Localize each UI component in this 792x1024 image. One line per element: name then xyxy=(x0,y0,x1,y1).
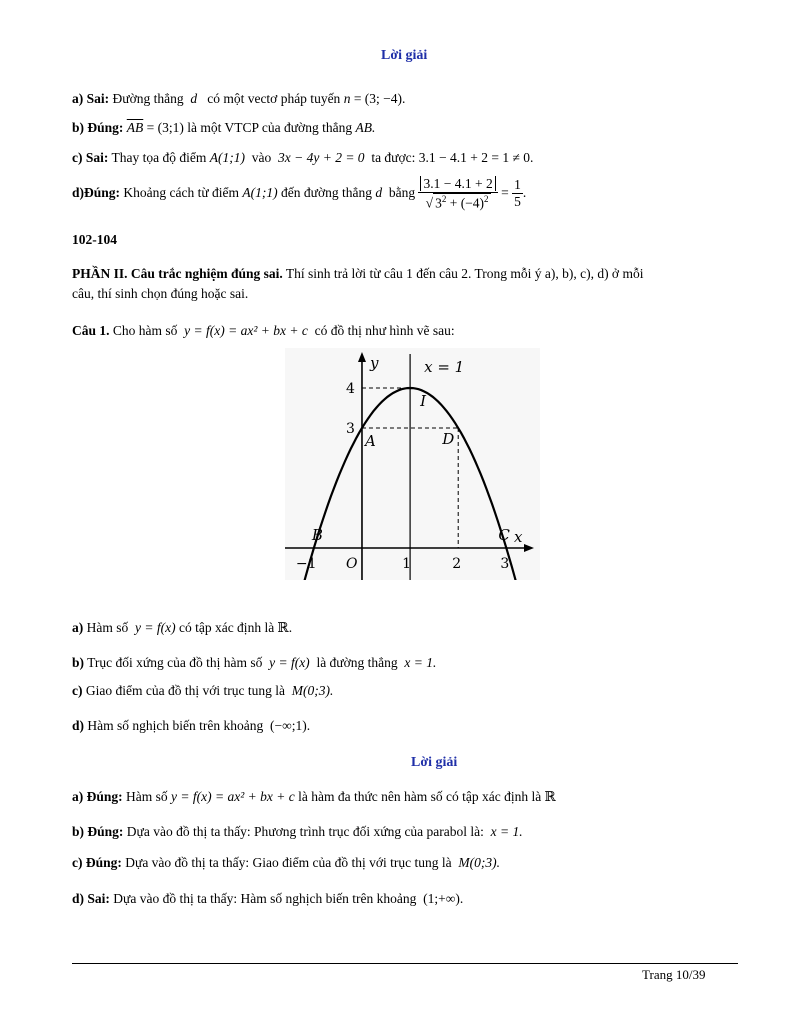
text: là đường thẳng xyxy=(316,655,398,670)
label: c) Sai: xyxy=(72,150,109,165)
var: d xyxy=(375,184,383,200)
vector-n: n xyxy=(343,91,351,106)
question-1-a xyxy=(72,620,292,636)
numerator: 3.1 − 4.1 + 2 xyxy=(420,176,495,191)
denominator-rest: + (−4) xyxy=(446,195,485,211)
denominator-base: 3 xyxy=(435,195,442,211)
equals: = xyxy=(501,184,509,200)
calculation: 3.1 − 4.1 + 2 = 1 ≠ 0. xyxy=(418,150,534,165)
function: y = f(x) xyxy=(269,655,310,670)
label: c) Đúng: xyxy=(72,855,122,870)
result-numerator: 1 xyxy=(514,177,521,193)
question-1-c xyxy=(72,683,333,699)
result-denominator: 5 xyxy=(514,194,521,210)
label: d)Đúng: xyxy=(72,184,121,200)
y-axis-label: y xyxy=(369,354,379,372)
point: A(1;1) xyxy=(209,150,245,165)
x-tick-4: 3 xyxy=(500,556,510,572)
parabola-graph xyxy=(285,348,540,580)
point: M(0;3). xyxy=(458,855,500,870)
distance-fraction: $\frac{3.1 - 4.1 + 2}{√ 3^2 + (-4)^2}$ xyxy=(418,176,497,212)
answer-a xyxy=(72,789,556,805)
label: b) Đúng: xyxy=(72,120,124,135)
text: đến đường thẳng xyxy=(281,184,372,200)
x-tick-3: 2 xyxy=(452,556,462,572)
solution-c xyxy=(72,150,533,166)
range-label: 102-104 xyxy=(72,232,117,247)
equation: = (3; −4). xyxy=(350,91,406,106)
part2-instructions xyxy=(72,266,643,282)
interval: (1;+∞). xyxy=(423,891,464,906)
point-i: I xyxy=(420,392,427,410)
label: d) xyxy=(72,718,85,733)
point: M(0;3). xyxy=(291,683,334,698)
solution-d xyxy=(72,176,526,212)
function: y = f(x) = ax² + bx + c xyxy=(171,789,295,804)
text: bằng xyxy=(388,184,416,200)
x-tick-0: −1 xyxy=(295,556,317,572)
label: a) Sai: xyxy=(72,91,110,106)
label: a) Đúng: xyxy=(72,789,123,804)
answer-c xyxy=(72,855,500,871)
page-number: Trang 10/39 xyxy=(642,967,706,982)
graph-background xyxy=(285,348,540,580)
part2-title: PHẦN II. Câu trắc nghiệm đúng sai. xyxy=(72,266,283,281)
equation: 3x − 4y + 2 = 0 xyxy=(277,150,365,165)
text: Hàm số xyxy=(86,620,129,635)
result-fraction xyxy=(512,177,523,210)
label: c) xyxy=(72,683,83,698)
text: là một VTCP của đường thẳng xyxy=(183,120,356,135)
text: Hàm số xyxy=(126,789,168,804)
text: Trục đối xứng của đồ thị hàm số xyxy=(87,655,263,670)
text: có đồ thị như hình vẽ sau: xyxy=(314,323,455,338)
x-tick-2: 1 xyxy=(402,556,412,572)
x-tick-1: O xyxy=(345,556,358,572)
text: Dựa vào đồ thị ta thấy: Giao điểm của đồ thị với trục tung là xyxy=(125,855,452,870)
var: d xyxy=(190,91,198,106)
point-b: B xyxy=(311,526,323,544)
text: Thay tọa độ điểm xyxy=(111,150,207,165)
text: có một vectơ pháp tuyến xyxy=(207,91,341,106)
text: Dựa vào đồ thị ta thấy: Hàm số nghịch biến trên khoảng xyxy=(113,891,417,906)
question-1-b xyxy=(72,655,436,671)
label: d) Sai: xyxy=(72,891,110,906)
text: Cho hàm số xyxy=(112,323,178,338)
function: y = f(x) = ax² + bx + c xyxy=(184,323,308,338)
solution-heading: Lời giải xyxy=(381,48,428,63)
equation: = (3;1) xyxy=(143,120,184,135)
text: vào xyxy=(251,150,272,165)
point-d: D xyxy=(442,430,455,448)
text: có tập xác định là ℝ. xyxy=(178,620,293,635)
symmetry-label: x = 1 xyxy=(424,358,465,376)
label: a) xyxy=(72,620,84,635)
solution-b xyxy=(72,120,375,136)
point-c: C xyxy=(498,526,510,544)
point: A(1;1) xyxy=(242,184,278,200)
answer-b xyxy=(72,824,523,840)
point-a: A xyxy=(364,432,376,450)
period: . xyxy=(522,184,527,200)
text: ta được: xyxy=(371,150,416,165)
solution-heading-2: Lời giải xyxy=(411,755,458,770)
var: AB. xyxy=(355,120,376,135)
solution-a xyxy=(72,91,405,107)
question-1 xyxy=(72,323,455,339)
text: Hàm số nghịch biến trên khoảng xyxy=(87,718,264,733)
label: b) xyxy=(72,655,85,670)
x-axis-label: x xyxy=(514,528,523,546)
y-tick-3: 3 xyxy=(345,421,355,437)
text: là hàm đa thức nên hàm số có tập xác định là ℝ xyxy=(298,789,556,804)
text: Đường thẳng xyxy=(112,91,184,106)
text: Dựa vào đồ thị ta thấy: Phương trình trục đối xứng của parabol là: xyxy=(126,824,484,839)
vector-ab: $\overline{AB}$ xyxy=(126,120,144,135)
equation: x = 1. xyxy=(404,655,437,670)
y-tick-4: 4 xyxy=(345,381,355,397)
label: b) Đúng: xyxy=(72,824,124,839)
question-label: Câu 1. xyxy=(72,323,110,338)
interval: (−∞;1). xyxy=(269,718,311,733)
equation: x = 1. xyxy=(490,824,523,839)
function: y = f(x) xyxy=(135,620,176,635)
footer-divider xyxy=(72,963,738,964)
text: Khoảng cách từ điểm xyxy=(123,184,240,200)
part2-line2: câu, thí sinh chọn đúng hoặc sai. xyxy=(72,286,249,301)
answer-d xyxy=(72,891,463,907)
part2-line1: Thí sinh trả lời từ câu 1 đến câu 2. Trong mỗi ý a), b), c), d) ở mỗi xyxy=(282,266,644,281)
text: Giao điểm của đồ thị với trục tung là xyxy=(85,683,285,698)
question-1-d xyxy=(72,718,310,734)
